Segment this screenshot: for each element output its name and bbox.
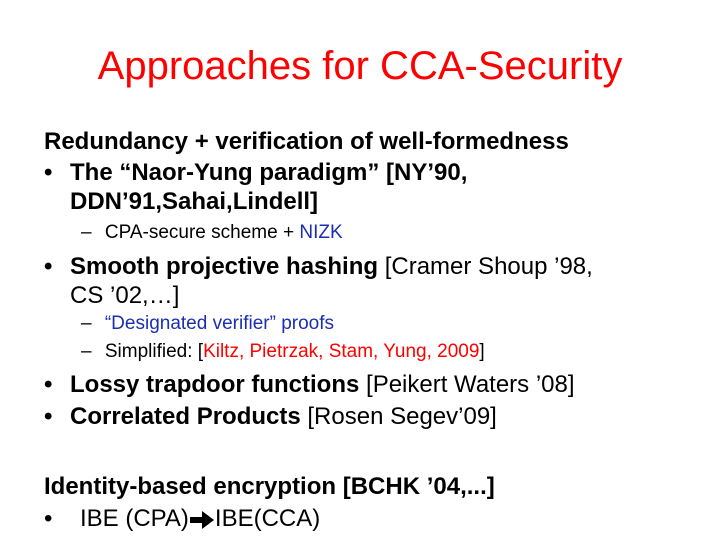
sub-item-prefix: Simplified: [ bbox=[104, 341, 204, 362]
list-item-correlated bbox=[44, 403, 497, 431]
ibe-transform bbox=[80, 505, 320, 533]
item-text-line2: DDN’91,Sahai,Lindell] bbox=[70, 188, 319, 215]
bullet: • bbox=[44, 403, 53, 430]
list-item-lossy-tdf bbox=[44, 371, 575, 399]
sub-item-suffix: ] bbox=[479, 341, 485, 362]
item-text-line1 bbox=[70, 253, 593, 281]
item-bold-text: Lossy trapdoor functions bbox=[70, 371, 360, 398]
sub-item-designated bbox=[81, 313, 334, 335]
nizk-highlight: NIZK bbox=[299, 222, 343, 243]
item-citation: [Rosen Segev’09] bbox=[300, 403, 497, 430]
bullet: • bbox=[44, 371, 53, 398]
sub-item-cpa bbox=[81, 222, 343, 244]
section1-heading: Redundancy + verification of well-formedness bbox=[44, 128, 569, 155]
right-arrow-icon bbox=[190, 511, 214, 529]
sub-item-text: CPA-secure scheme + bbox=[104, 222, 300, 243]
ibe-right: IBE(CCA) bbox=[214, 505, 321, 532]
sub-item-text: “Designated verifier” proofs bbox=[104, 313, 335, 334]
dash: – bbox=[81, 313, 92, 334]
bullet: • bbox=[44, 253, 53, 280]
item-text bbox=[70, 371, 575, 399]
bullet: • bbox=[44, 505, 53, 532]
item-citation: [Peikert Waters ’08] bbox=[359, 371, 575, 398]
sub-item-simplified bbox=[81, 341, 485, 363]
section2-heading: Identity-based encryption [BCHK ’04,...] bbox=[44, 473, 495, 500]
item-citation: [Cramer Shoup ’98, bbox=[378, 253, 593, 280]
dash: – bbox=[81, 341, 92, 362]
slide-title: Approaches for CCA-Security bbox=[97, 44, 623, 88]
item-text-line2: CS ’02,…] bbox=[70, 282, 180, 309]
bullet: • bbox=[44, 159, 53, 186]
item-text bbox=[70, 403, 497, 431]
item-bold-text: Smooth projective hashing bbox=[70, 253, 379, 280]
item-text-line1: The “Naor-Yung paradigm” [NY’90, bbox=[70, 159, 468, 186]
list-item-ibe bbox=[44, 505, 321, 533]
ibe-left: IBE (CPA) bbox=[80, 505, 189, 532]
item-bold-text: Correlated Products bbox=[70, 403, 301, 430]
kpsy-highlight: Kiltz, Pietrzak, Stam, Yung, 2009 bbox=[203, 341, 480, 362]
dash: – bbox=[81, 222, 92, 243]
